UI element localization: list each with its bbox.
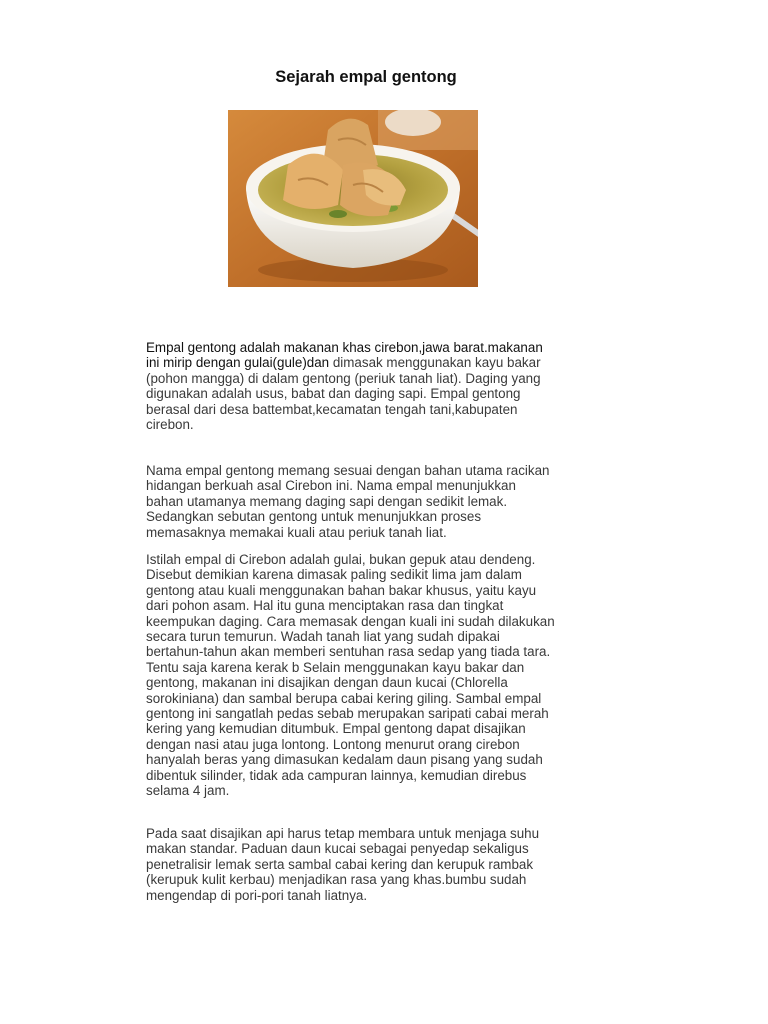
paragraph-cooking: Istilah empal di Cirebon adalah gulai, bukan gepuk atau dendeng. Disebut demikian karena dimasak paling sedikit lima jam dalam gentong atau kuali menggunakan bahan bakar khusus, yaitu kayu dari pohon asam. Hal itu guna menciptakan rasa dan tingkat keempukan daging. Cara memasak dengan kuali ini sudah dilakukan secara turun temurun. Wadah tanah liat yang sudah dipakai bertahun-tahun akan memberi sentuhan rasa sedap yang tiada tara. Tentu saja karena kerak b Selain menggunakan kayu bakar dan gentong, makanan ini disajikan dengan daun kucai (Chlorella sorokiniana) dan sambal berupa cabai kering giling. Sambal empal gentong ini sangatlah pedas sebab merupakan saripati cabai merah kering yang kemudian ditumbuk. Empal gentong dapat disajikan dengan nasi atau juga lontong. Lontong menurut orang cirebon hanyalah beras yang dimasukan kedalam daun pisang yang sudah dibentuk silinder, tidak ada campuran lainnya, kemudian direbus selama 4 jam.: [146, 552, 555, 799]
food-photo-icon: [228, 110, 478, 287]
paragraph-intro-rest: dimasak menggunakan kayu bakar (pohon mangga) di dalam gentong (periuk tanah liat). Daging yang digunakan adalah usus, babat dan daging sapi. Empal gentong berasal dari desa battembat,kecamatan tengah tani,kabupaten cirebon.: [146, 355, 541, 433]
paragraph-intro: [146, 340, 556, 432]
paragraph-name-origin: Nama empal gentong memang sesuai dengan bahan utama racikan hidangan berkuah asal Cirebon ini. Nama empal menunjukkan bahan utamanya memang daging sapi dengan sedikit lemak. Sedangkan sebutan gentong untuk menunjukkan proses memasaknya memakai kuali atau periuk tanah liat.: [146, 463, 550, 540]
paragraph-intro-lead: Empal gentong adalah makanan khas cirebon,jawa barat.makanan ini mirip dengan gulai(gule)dan: [146, 340, 543, 371]
paragraph-serving: Pada saat disajikan api harus tetap membara untuk menjaga suhu makan standar. Paduan daun kucai sebagai penyedap sekaligus penetralisir lemak serta sambal cabai kering dan kerupuk rambak (kerupuk kulit kerbau) menjadikan rasa yang khas.bumbu sudah mengendap di pori-pori tanah liatnya.: [146, 826, 540, 903]
page-title: Sejarah empal gentong: [275, 68, 457, 86]
